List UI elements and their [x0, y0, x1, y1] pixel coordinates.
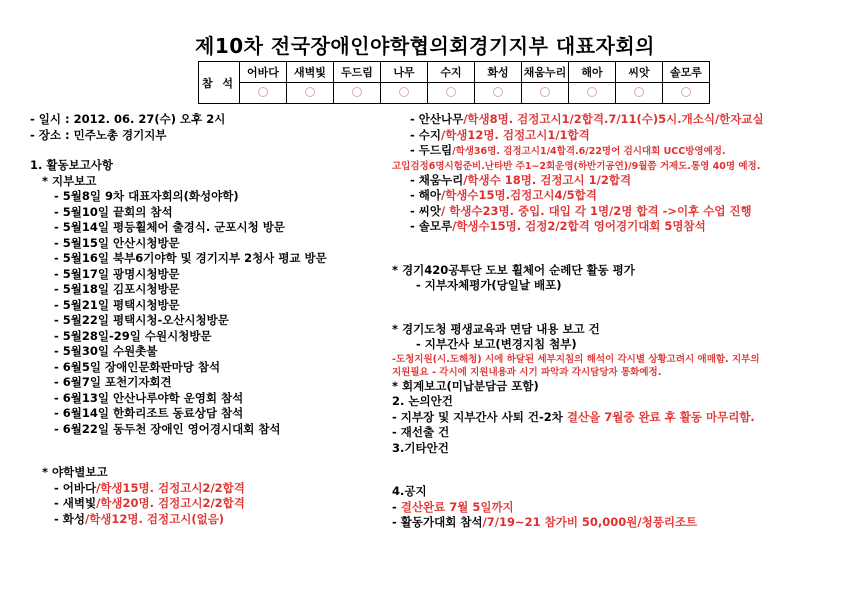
list-item: - 6월5일 장애인문화판마당 참석: [54, 359, 221, 374]
school-report-heading: * 야학별보고: [42, 465, 108, 479]
school-name: - 해아: [410, 188, 441, 202]
school-name: - 안산나무: [410, 112, 464, 126]
school-detail: /학생12명. 검정고시(없음): [85, 511, 225, 526]
list-item: [410, 143, 842, 160]
school-name: - 채움누리: [410, 172, 464, 187]
left-column: [30, 112, 370, 527]
attendance-cell-8[interactable]: [616, 83, 663, 104]
accounting-heading: * 회계보고(미납분담금 포함): [392, 378, 539, 393]
list-item: [410, 188, 842, 204]
list-item: - 6월14일 한화리조트 동료상담 참석: [54, 406, 244, 420]
list-item: [410, 128, 842, 144]
attendance-header-1: 새벽빛: [287, 62, 334, 83]
list-item: - 6월22일 동두천 장애인 영어경시대회 참석: [54, 421, 281, 436]
school-name: - 솔모루: [410, 219, 453, 233]
list-item: [54, 496, 370, 512]
report-note-line-2: 지원필요 - 각시에 지원내용과 시기 파악과 각시담당자 통화예정.: [392, 366, 662, 378]
list-item: - 5월30일 수원촛불: [54, 344, 158, 358]
school-name: - 새벽빛: [54, 496, 97, 510]
attendance-cell-4[interactable]: [428, 83, 475, 104]
list-item: - 6월7일 포천기자회견: [54, 375, 172, 389]
list-item: - 5월15일 안산시청방문: [54, 235, 180, 250]
list-item: [54, 512, 370, 528]
item-text-red: 결산을 7월중 완료 후 활동 마무리함.: [566, 409, 755, 424]
list-item: - 5월14일 평등휠체어 출경식. 군포시청 방문: [54, 220, 285, 234]
list-item: [410, 112, 842, 128]
attendance-cell-2[interactable]: [334, 83, 381, 104]
attendance-cell-1[interactable]: [287, 83, 334, 104]
circle-icon: [305, 87, 315, 97]
list-item: [410, 204, 842, 220]
list-item: [392, 425, 842, 441]
item-text-black: - 활동가대회 참석: [392, 515, 483, 529]
school-name: - 화성: [54, 511, 85, 526]
spacer: [30, 437, 370, 465]
attendance-header-2: 두드림: [334, 62, 381, 83]
school-detail: /학생수15명. 검정2/2합격 영어경기대회 5명참석: [452, 219, 706, 233]
list-item: [54, 481, 370, 497]
school-name: - 두드림: [410, 143, 453, 157]
spacer: [392, 294, 842, 322]
attendance-header-5: 화성: [475, 62, 522, 83]
item-text-black: - 지부장 및 지부간사 사퇴 건-2차: [392, 409, 567, 424]
report-note-line-1: -도청지원(시.도해청) 시에 하달된 세부지침의 해석이 각시별 상황고려시 애매함. 지부의: [392, 353, 760, 365]
section-4-heading: 4.공지: [392, 484, 427, 498]
attendance-cell-7[interactable]: [569, 83, 616, 104]
school-detail: /학생15명. 검정고시2/2합격: [96, 480, 245, 495]
attendance-cell-0[interactable]: [240, 83, 287, 104]
school-detail: /학생수15명.검정고시4/5합격: [441, 188, 597, 202]
circle-icon: [399, 87, 409, 97]
school-detail: /학생8명. 검정고시1/2합격.7/11(수)5시.개소식/한자교실: [463, 112, 764, 126]
attendance-table-wrapper: [198, 61, 710, 104]
attendance-cell-6[interactable]: [522, 83, 569, 104]
school-name: - 씨앗: [410, 203, 441, 218]
school-detail: /학생수 18명. 검정고시 1/2합격: [463, 172, 632, 187]
attendance-header-3: 나무: [381, 62, 428, 83]
list-item: - 5월28일-29일 수원시청방문: [54, 328, 212, 343]
school-detail: /학생12명. 검정고시1/1합격: [441, 127, 590, 142]
list-item: [392, 515, 842, 531]
item-text-black: -: [392, 499, 401, 514]
attendance-cell-5[interactable]: [475, 83, 522, 104]
school-name: - 수지: [410, 127, 441, 142]
circle-icon: [634, 87, 644, 97]
attendance-cell-3[interactable]: [381, 83, 428, 104]
attendance-cell-9[interactable]: [663, 83, 710, 104]
circle-icon: [587, 87, 597, 97]
list-item: - 5월10일 끝회의 참석: [54, 204, 173, 219]
circle-icon: [258, 87, 268, 97]
circle-icon: [446, 87, 456, 97]
item-text-red: 결산완료 7월 5일까지: [400, 499, 514, 514]
attendance-header-6: 채움누리: [522, 62, 569, 83]
list-item: - 지부간사 보고(변경지침 첨부): [416, 337, 577, 351]
list-item: - 지부자체평가(당일날 배포): [416, 278, 562, 292]
attendance-header-4: 수지: [428, 62, 475, 83]
list-item: - 5월21일 평택시청방문: [54, 297, 180, 312]
circle-icon: [681, 87, 691, 97]
report-heading: * 경기도청 평생교육과 면담 내용 보고 건: [392, 321, 600, 336]
list-item: [410, 219, 842, 235]
section-3-heading: 3.기타안건: [392, 440, 449, 455]
doodream-note: 고입검정6명시험준비.난타반 주1~2회운영(하반기공연)/9월쯤 거제도.통영 40명 예정.: [392, 160, 761, 172]
list-item: [410, 173, 842, 189]
list-item: - 6월13일 안산나루야학 운영회 참석: [54, 390, 244, 405]
list-item: - 5월18일 김포시청방문: [54, 282, 180, 296]
list-item: - 5월8일 9차 대표자회의(화성야학): [54, 189, 239, 203]
school-detail: /학생20명. 검정고시2/2합격: [96, 496, 245, 510]
circle-icon: [493, 87, 503, 97]
evaluation-heading: * 경기420공투단 도보 휠체어 순례단 활동 평가: [392, 262, 635, 277]
list-item: [392, 500, 842, 516]
item-text-black: - 재선출 건: [392, 425, 450, 439]
list-item: - 5월22일 평택시청-오산시청방문: [54, 313, 229, 327]
list-item: - 5월16일 북부6기야학 및 경기지부 2청사 평교 방문: [54, 251, 327, 265]
list-item: - 5월17일 광명시청방문: [54, 266, 180, 281]
attendance-header-8: 씨앗: [616, 62, 663, 83]
right-column: [392, 112, 842, 531]
school-name: - 어바다: [54, 480, 97, 495]
meeting-datetime: - 일시 : 2012. 06. 27(수) 오후 2시: [30, 112, 226, 126]
page-title: 제10차 전국장애인야학협의회경기지부 대표자회의: [195, 34, 655, 58]
table-row-header: [199, 62, 710, 83]
section-2-heading: 2. 논의안건: [392, 394, 453, 408]
school-detail: /학생36명. 검정고시1/4합격.6/22명어 검시대회 UCC방영예정.: [452, 146, 726, 157]
attendance-header-0: 어바다: [240, 62, 287, 83]
spacer: [392, 235, 842, 263]
school-detail: / 학생수23명. 중입. 대입 각 1명/2명 합격 ->이후 수업 진행: [441, 203, 752, 218]
table-row-marks: [199, 83, 710, 104]
meeting-location: - 장소 : 민주노총 경기지부: [30, 127, 167, 142]
circle-icon: [540, 87, 550, 97]
attendance-table: [198, 61, 710, 104]
attendance-header-7: 해아: [569, 62, 616, 83]
spacer: [392, 456, 842, 484]
list-item: [392, 410, 842, 426]
circle-icon: [352, 87, 362, 97]
item-text-red: /7/19~21 참가비 50,000원/청풍리조트: [482, 515, 698, 529]
branch-report-heading: * 지부보고: [42, 173, 97, 188]
attendance-header-9: 솔모루: [663, 62, 710, 83]
spacer: [30, 143, 370, 158]
section-1-heading: 1. 활동보고사항: [30, 158, 114, 172]
attendance-row-label: 참 석: [199, 62, 240, 104]
